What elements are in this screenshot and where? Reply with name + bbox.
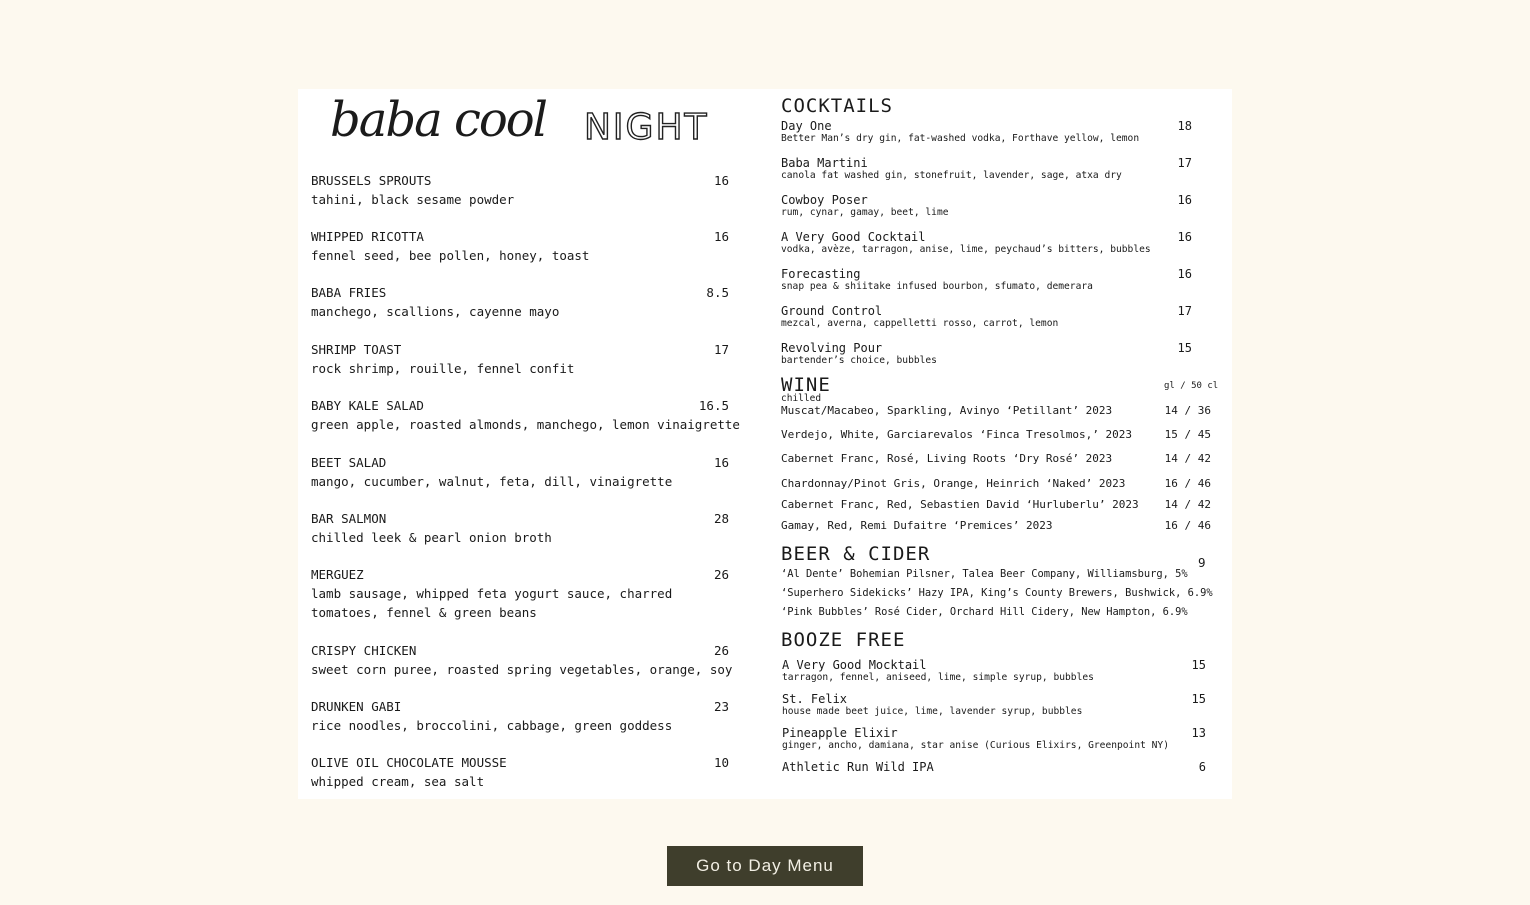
food-name: BAR SALMON [311, 511, 387, 526]
food-desc: green apple, roasted almonds, manchego, lemon vinaigrette [311, 417, 740, 432]
food-desc: sweet corn puree, roasted spring vegetables, orange, soy [311, 662, 733, 677]
food-desc: rock shrimp, rouille, fennel confit [311, 361, 575, 376]
cocktail-item [781, 342, 1192, 366]
food-name: BEET SALAD [311, 455, 387, 470]
food-price: 16.5 [698, 398, 729, 413]
wine-price: 15 / 45 [1164, 428, 1211, 441]
cocktail-name: Forecasting [781, 267, 861, 281]
booze-free-price: 15 [1191, 658, 1206, 672]
food-price: 8.5 [706, 285, 729, 300]
cocktail-desc: rum, cynar, gamay, beet, lime [781, 207, 949, 218]
cocktail-desc: vodka, avèze, tarragon, anise, lime, peychaud’s bitters, bubbles [781, 244, 1151, 255]
booze-free-title: BOOZE FREE [781, 629, 906, 651]
wine-price: 14 / 42 [1164, 498, 1211, 511]
cocktail-item [781, 120, 1192, 144]
food-desc: tahini, black sesame powder [311, 192, 515, 207]
wine-price: 16 / 46 [1164, 477, 1211, 490]
cocktail-item [781, 305, 1192, 329]
food-price: 16 [713, 455, 729, 470]
food-price: 28 [713, 511, 729, 526]
wine-unit-label: gl / 50 cl [1164, 381, 1219, 391]
cocktail-desc: snap pea & shiitake infused bourbon, sfumato, demerara [781, 281, 1093, 292]
food-price: 10 [713, 755, 729, 770]
beer-price: 9 [1198, 555, 1206, 570]
booze-free-name: Pineapple Elixir [782, 726, 898, 740]
food-desc: tomatoes, fennel & green beans [311, 605, 537, 620]
booze-free-item [782, 761, 1206, 774]
cocktail-name: Cowboy Poser [781, 193, 868, 207]
cocktail-price: 15 [1177, 341, 1192, 355]
food-item [311, 641, 733, 679]
wine-item [781, 519, 1211, 533]
cocktail-item [781, 231, 1192, 255]
food-desc: mango, cucumber, walnut, feta, dill, vinaigrette [311, 474, 673, 489]
wine-name: Muscat/Macabeo, Sparkling, Avinyo ‘Petillant’ 2023 [781, 404, 1113, 417]
food-price: 23 [713, 699, 729, 714]
food-desc: lamb sausage, whipped feta yogurt sauce, charred [311, 586, 673, 601]
wine-subtitle: chilled [781, 393, 822, 404]
food-item [311, 509, 729, 547]
wine-price: 16 / 46 [1164, 519, 1211, 532]
booze-free-name: Athletic Run Wild IPA [782, 760, 934, 774]
food-name: BRUSSELS SPROUTS [311, 173, 432, 188]
booze-free-desc: house made beet juice, lime, lavender syrup, bubbles [782, 706, 1083, 717]
food-desc: manchego, scallions, cayenne mayo [311, 304, 560, 319]
cocktail-desc: Better Man’s dry gin, fat-washed vodka, Forthave yellow, lemon [781, 133, 1140, 144]
cocktail-price: 16 [1177, 230, 1192, 244]
food-name: BABY KALE SALAD [311, 398, 424, 413]
booze-free-desc: ginger, ancho, damiana, star anise (Curious Elixirs, Greenpoint NY) [782, 740, 1169, 751]
food-item [311, 171, 729, 209]
go-to-day-menu-button[interactable]: Go to Day Menu [667, 846, 863, 886]
cocktail-name: Revolving Pour [781, 341, 883, 355]
booze-free-name: A Very Good Mocktail [782, 658, 927, 672]
wine-item [781, 498, 1211, 512]
beer-item: ‘Superhero Sidekicks’ Hazy IPA, King’s County Brewers, Bushwick, 6.9% [781, 587, 1213, 599]
food-name: WHIPPED RICOTTA [311, 229, 424, 244]
beer-item: ‘Al Dente’ Bohemian Pilsner, Talea Beer Company, Williamsburg, 5% [781, 568, 1188, 580]
booze-free-item [782, 693, 1206, 717]
food-desc: whipped cream, sea salt [311, 774, 485, 789]
cocktail-name: Ground Control [781, 304, 883, 318]
food-price: 17 [713, 342, 729, 357]
food-item [311, 697, 729, 735]
booze-free-name: St. Felix [782, 692, 848, 706]
food-item [311, 340, 729, 378]
cocktail-price: 16 [1177, 267, 1192, 281]
food-price: 26 [713, 643, 729, 658]
booze-free-price: 15 [1191, 692, 1206, 706]
food-name: OLIVE OIL CHOCOLATE MOUSSE [311, 755, 507, 770]
cocktail-item [781, 268, 1192, 292]
cocktail-desc: mezcal, averna, cappelletti rosso, carrot, lemon [781, 318, 1059, 329]
food-item [311, 396, 740, 434]
food-item [311, 753, 729, 791]
food-item [311, 283, 729, 321]
beer-title: BEER & CIDER [781, 543, 931, 565]
booze-free-item [782, 727, 1206, 751]
cocktail-price: 16 [1177, 193, 1192, 207]
booze-free-item [782, 659, 1206, 683]
food-price: 16 [713, 173, 729, 188]
cocktail-name: Baba Martini [781, 156, 868, 170]
food-name: BABA FRIES [311, 285, 387, 300]
cocktail-item [781, 194, 1192, 218]
food-item [311, 453, 729, 491]
wine-name: Gamay, Red, Remi Dufaitre ‘Premices’ 2023 [781, 519, 1053, 532]
cocktail-price: 17 [1177, 304, 1192, 318]
wine-name: Cabernet Franc, Red, Sebastien David ‘Hurluberlu’ 2023 [781, 498, 1139, 511]
food-item [311, 565, 729, 622]
wine-item [781, 477, 1211, 491]
wine-item [781, 404, 1211, 418]
beer-item: ‘Pink Bubbles’ Rosé Cider, Orchard Hill Cidery, New Hampton, 6.9% [781, 606, 1188, 618]
wine-item [781, 428, 1211, 442]
food-name: DRUNKEN GABI [311, 699, 402, 714]
wine-price: 14 / 42 [1164, 452, 1211, 465]
food-item [311, 227, 729, 265]
menu-title: NIGHT [584, 107, 709, 148]
cocktail-price: 18 [1177, 119, 1192, 133]
food-desc: rice noodles, broccolini, cabbage, green goddess [311, 718, 673, 733]
food-desc: fennel seed, bee pollen, honey, toast [311, 248, 590, 263]
wine-name: Verdejo, White, Garciarevalos ‘Finca Tresolmos,’ 2023 [781, 428, 1132, 441]
logo: baba cool [330, 92, 546, 148]
cocktail-desc: canola fat washed gin, stonefruit, lavender, sage, atxa dry [781, 170, 1122, 181]
wine-name: Chardonnay/Pinot Gris, Orange, Heinrich ‘Naked’ 2023 [781, 477, 1126, 490]
cocktails-title: COCKTAILS [781, 95, 893, 117]
food-name: SHRIMP TOAST [311, 342, 402, 357]
food-desc: chilled leek & pearl onion broth [311, 530, 552, 545]
food-price: 16 [713, 229, 729, 244]
booze-free-price: 13 [1191, 726, 1206, 740]
booze-free-price: 6 [1198, 760, 1206, 774]
cocktail-name: A Very Good Cocktail [781, 230, 926, 244]
cocktail-price: 17 [1177, 156, 1192, 170]
booze-free-desc: tarragon, fennel, aniseed, lime, simple syrup, bubbles [782, 672, 1094, 683]
food-price: 26 [713, 567, 729, 582]
cocktail-item [781, 157, 1192, 181]
food-name: MERGUEZ [311, 567, 364, 582]
cocktail-name: Day One [781, 119, 832, 133]
cocktail-desc: bartender’s choice, bubbles [781, 355, 937, 366]
wine-name: Cabernet Franc, Rosé, Living Roots ‘Dry Rosé’ 2023 [781, 452, 1113, 465]
wine-title: WINE [781, 374, 831, 396]
wine-price: 14 / 36 [1164, 404, 1211, 417]
wine-item [781, 452, 1211, 466]
food-name: CRISPY CHICKEN [311, 643, 417, 658]
